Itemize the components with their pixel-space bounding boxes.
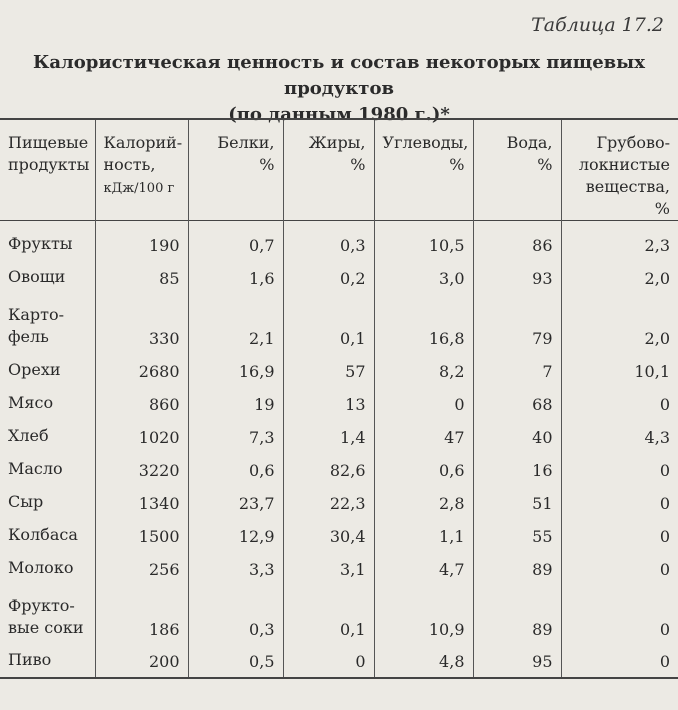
cell-carbs: 10,9 <box>374 585 473 645</box>
cell-cal: 860 <box>95 387 188 420</box>
cell-carbs: 16,8 <box>374 294 473 354</box>
cell-protein: 2,1 <box>188 294 283 354</box>
cell-fat: 3,1 <box>283 552 374 585</box>
cell-water: 89 <box>473 585 561 645</box>
cell-protein: 0,5 <box>188 645 283 678</box>
table-row <box>0 519 678 552</box>
header-carbs: Углеводы, % <box>374 119 473 221</box>
product-name: Колбаса <box>8 524 78 544</box>
table-title <box>0 50 678 128</box>
cell-carbs: 8,2 <box>374 354 473 387</box>
cell-protein: 0,6 <box>188 453 283 486</box>
cell-cal: 330 <box>95 294 188 354</box>
table-row <box>0 221 678 261</box>
cell-fat: 0 <box>283 645 374 678</box>
cell-protein: 0,3 <box>188 585 283 645</box>
cell-protein: 19 <box>188 387 283 420</box>
cell-water: 16 <box>473 453 561 486</box>
cell-fiber: 4,3 <box>561 420 678 453</box>
header-fat: Жиры, % <box>283 119 374 221</box>
product-name: Пиво <box>8 649 52 669</box>
cell-protein: 7,3 <box>188 420 283 453</box>
cell-carbs: 47 <box>374 420 473 453</box>
product-name: Фрукто- вые соки <box>8 595 84 637</box>
cell-fiber: 0 <box>561 387 678 420</box>
cell-fiber: 2,0 <box>561 261 678 294</box>
cell-protein: 23,7 <box>188 486 283 519</box>
cell-fiber: 10,1 <box>561 354 678 387</box>
table-row <box>0 261 678 294</box>
cell-fiber: 2,3 <box>561 221 678 261</box>
cell-fat: 0,1 <box>283 294 374 354</box>
cell-fiber: 0 <box>561 486 678 519</box>
cell-carbs: 2,8 <box>374 486 473 519</box>
table-caption: Таблица 17.2 <box>531 14 664 36</box>
cell-fat: 0,1 <box>283 585 374 645</box>
product-name: Карто- фель <box>8 304 65 346</box>
cell-fiber: 0 <box>561 585 678 645</box>
cell-fiber: 0 <box>561 645 678 678</box>
product-name: Сыр <box>8 491 44 511</box>
table-row <box>0 387 678 420</box>
header-row <box>0 119 678 221</box>
cell-protein: 3,3 <box>188 552 283 585</box>
cell-cal: 85 <box>95 261 188 294</box>
header-protein: Белки, % <box>188 119 283 221</box>
product-name: Молоко <box>8 557 74 577</box>
cell-fat: 82,6 <box>283 453 374 486</box>
cell-cal: 190 <box>95 221 188 261</box>
product-name: Орехи <box>8 359 61 379</box>
cell-water: 40 <box>473 420 561 453</box>
table-row <box>0 552 678 585</box>
cell-fat: 0,3 <box>283 221 374 261</box>
cell-water: 68 <box>473 387 561 420</box>
cell-carbs: 4,7 <box>374 552 473 585</box>
table-row <box>0 420 678 453</box>
cell-cal: 1500 <box>95 519 188 552</box>
cell-cal: 1020 <box>95 420 188 453</box>
product-name: Масло <box>8 458 63 478</box>
cell-protein: 1,6 <box>188 261 283 294</box>
table-row <box>0 645 678 678</box>
cell-fiber: 0 <box>561 453 678 486</box>
cell-water: 93 <box>473 261 561 294</box>
product-name: Мясо <box>8 392 54 412</box>
cell-carbs: 0,6 <box>374 453 473 486</box>
calorie-unit: кДж/100 г <box>103 181 175 196</box>
product-name: Фрукты <box>8 233 73 253</box>
table-row <box>0 354 678 387</box>
cell-cal: 1340 <box>95 486 188 519</box>
table-row <box>0 486 678 519</box>
cell-water: 7 <box>473 354 561 387</box>
nutrition-table <box>0 118 678 679</box>
cell-cal: 200 <box>95 645 188 678</box>
cell-protein: 0,7 <box>188 221 283 261</box>
cell-fat: 13 <box>283 387 374 420</box>
cell-cal: 3220 <box>95 453 188 486</box>
cell-carbs: 4,8 <box>374 645 473 678</box>
header-fiber: Грубово- локнистые вещества, % <box>561 119 678 221</box>
cell-cal: 2680 <box>95 354 188 387</box>
cell-fiber: 0 <box>561 519 678 552</box>
header-water: Вода, % <box>473 119 561 221</box>
table-row <box>0 585 678 645</box>
cell-cal: 186 <box>95 585 188 645</box>
header-calorie: Калорий- ность, кДж/100 г <box>95 119 188 221</box>
cell-carbs: 1,1 <box>374 519 473 552</box>
cell-fat: 30,4 <box>283 519 374 552</box>
cell-carbs: 10,5 <box>374 221 473 261</box>
header-product: Пищевые продукты <box>8 133 90 174</box>
cell-water: 86 <box>473 221 561 261</box>
cell-water: 55 <box>473 519 561 552</box>
title-line-1: Калористическая ценность и состав некоторых пищевых продуктов <box>33 52 645 99</box>
cell-water: 89 <box>473 552 561 585</box>
cell-fat: 57 <box>283 354 374 387</box>
cell-protein: 12,9 <box>188 519 283 552</box>
title-line-2: (по данным 1980 г.)* <box>228 104 450 125</box>
table-row <box>0 453 678 486</box>
cell-fat: 22,3 <box>283 486 374 519</box>
cell-carbs: 3,0 <box>374 261 473 294</box>
cell-water: 95 <box>473 645 561 678</box>
cell-fat: 1,4 <box>283 420 374 453</box>
cell-cal: 256 <box>95 552 188 585</box>
product-name: Овощи <box>8 266 66 286</box>
cell-fat: 0,2 <box>283 261 374 294</box>
table-row <box>0 294 678 354</box>
cell-water: 79 <box>473 294 561 354</box>
cell-protein: 16,9 <box>188 354 283 387</box>
cell-fiber: 0 <box>561 552 678 585</box>
cell-carbs: 0 <box>374 387 473 420</box>
cell-water: 51 <box>473 486 561 519</box>
product-name: Хлеб <box>8 425 49 445</box>
cell-fiber: 2,0 <box>561 294 678 354</box>
